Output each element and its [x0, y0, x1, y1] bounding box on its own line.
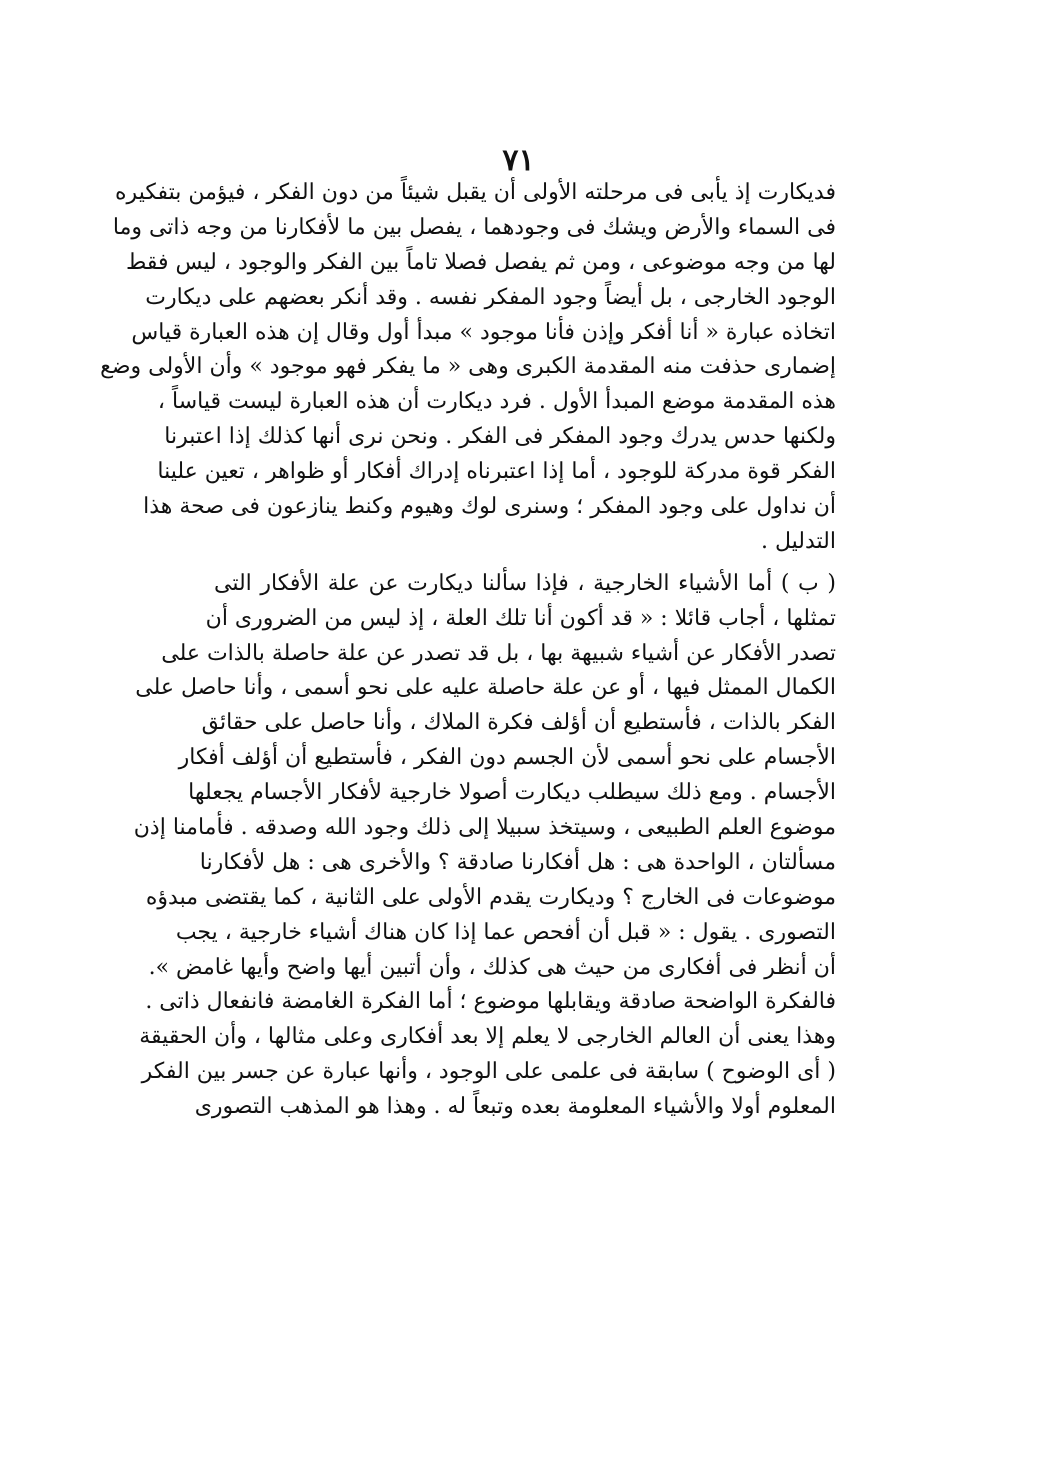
text-line: وهذا يعنى أن العالم الخارجى لا يعلم إلا بعد أفكارى وعلى مثالها ، وأن الحقيقة — [139, 1024, 836, 1050]
text-line: لها من وجه موضوعى ، ومن ثم يفصل فصلا تاماً بين الفكر والوجود ، ليس فقط — [125, 249, 836, 275]
text-line: فديكارت إذ يأبى فى مرحلته الأولى أن يقبل شيئاً من دون الفكر ، فيؤمن بتفكيره — [115, 180, 836, 205]
paragraph — [100, 176, 836, 560]
text-line: الفكر بالذات ، فأستطيع أن أؤلف فكرة الملاك ، وأنا حاصل على حقائق — [201, 710, 836, 736]
text-line: أن نداول على وجود المفكر ؛ وسنرى لوك وهيوم وكنط ينازعون فى صحة هذا — [143, 494, 836, 520]
text-line: إضمارى حذفت منه المقدمة الكبرى وهى « ما يفكر فهو موجود » وأن الأولى وضع — [100, 354, 836, 380]
text-line: فى السماء والأرض ويشك فى وجودهما ، يفصل بين ما لأفكارنا من وجه ذاتى وما — [112, 214, 836, 240]
text-line: هذه المقدمة موضع المبدأ الأول . فرد ديكارت أن هذه العبارة ليست قياساً ، — [157, 389, 836, 415]
text-line: مسألتان ، الواحدة هى : هل أفكارنا صادقة ؟ والأخرى هى : هل لأفكارنا — [199, 849, 836, 875]
page-body — [100, 176, 836, 1125]
text-line: الأجسام على نحو أسمى لأن الجسم دون الفكر ، فأستطيع أن أؤلف أفكار — [178, 745, 836, 771]
text-line: ( أى الوضوح ) سابقة فى علمى على الوجود ، وأنها عبارة عن جسر بين الفكر — [141, 1059, 836, 1085]
paragraph — [133, 567, 836, 1125]
text-line: موضوع العلم الطبيعى ، وسيتخذ سبيلا إلى ذلك وجود الله وصدقه . فأمامنا إذن — [133, 815, 836, 841]
text-line: الكمال الممثل فيها ، أو عن علة حاصلة عليه على نحو أسمى ، وأنا حاصل على — [135, 675, 836, 701]
text-line: المعلوم أولا والأشياء المعلومة بعده وتبعاً له . وهذا هو المذهب التصورى — [194, 1094, 836, 1120]
text-line: تمثلها ، أجاب قائلا : « قد أكون أنا تلك العلة ، إذ ليس من الضرورى أن — [205, 605, 836, 631]
text-line: اتخاذه عبارة « أنا أفكر وإذن فأنا موجود » مبدأ أول وقال إن هذه العبارة قياس — [131, 319, 836, 345]
text-line: فالفكرة الواضحة صادقة ويقابلها موضوع ؛ أما الفكرة الغامضة فانفعال ذاتى . — [145, 989, 836, 1015]
text-line: الأجسام . ومع ذلك سيطلب ديكارت أصولا خارجية لأفكار الأجسام يجعلها — [188, 780, 836, 806]
text-line: التدليل . — [761, 528, 836, 554]
text-line: أن أنظر فى أفكارى من حيث هى كذلك ، وأن أتبين أيها واضح وأيها غامض ». — [148, 954, 836, 980]
paragraph-gap — [214, 560, 836, 567]
text-line: الفكر قوة مدركة للوجود ، أما إذا اعتبرناه إدراك أفكار أو ظواهر ، تعين علينا — [157, 459, 836, 485]
text-line: موضوعات فى الخارج ؟ وديكارت يقدم الأولى على الثانية ، كما يقتضى مبدؤه — [145, 884, 836, 910]
text-line: ( ب ) أما الأشياء الخارجية ، فإذا سألنا ديكارت عن علة الأفكار التى — [214, 570, 836, 596]
text-line: التصورى . يقول : « قبل أن أفحص عما إذا كان هناك أشياء خارجية ، يجب — [175, 919, 836, 945]
page-number: ٧١ — [502, 143, 535, 178]
text-line: الوجود الخارجى ، بل أيضاً وجود المفكر نفسه . وقد أنكر بعضهم على ديكارت — [145, 284, 836, 310]
text-line: ولكنها حدس يدرك وجود المفكر فى الفكر . ونحن نرى أنها كذلك إذا اعتبرنا — [164, 424, 836, 450]
text-line: تصدر الأفكار عن أشياء شبيهة بها ، بل قد تصدر عن علة حاصلة بالذات على — [161, 640, 836, 666]
